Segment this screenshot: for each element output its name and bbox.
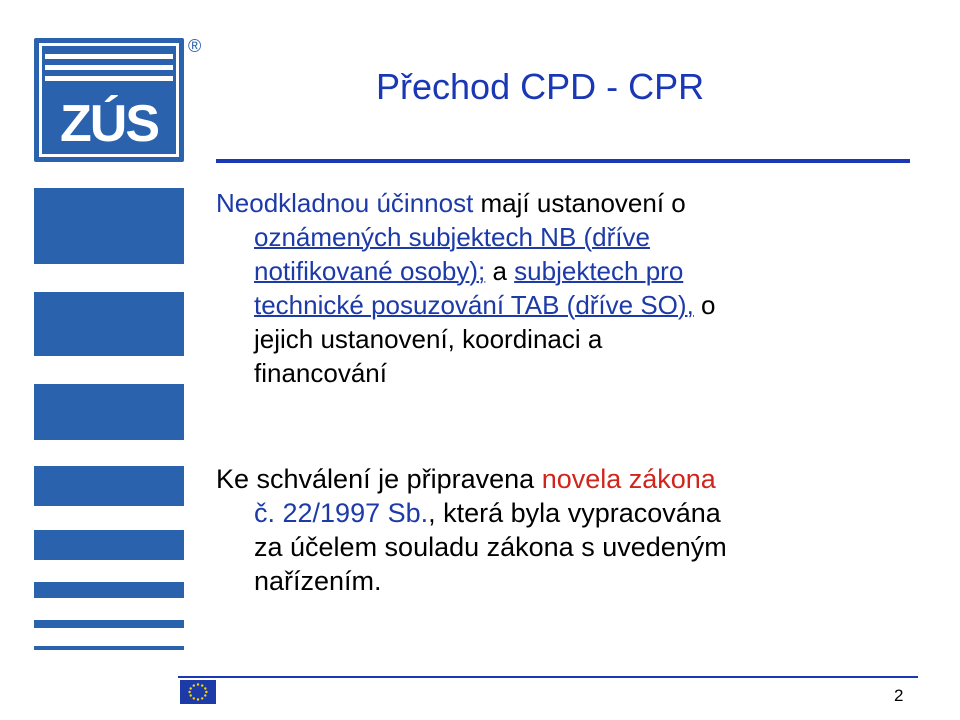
registered-mark: ® — [188, 36, 202, 56]
highlight-text: novela zákona — [541, 464, 716, 494]
para2-line4: nařízením. — [254, 566, 382, 596]
para2-line2 — [216, 496, 727, 530]
para1-line4 — [216, 288, 715, 322]
text: mají ustanovení o — [473, 188, 686, 218]
para1-line1 — [216, 186, 715, 220]
para1-line2: oznámených subjektech NB (dříve — [254, 222, 650, 252]
para2-line1 — [216, 462, 727, 496]
text: o — [693, 290, 716, 320]
text: a — [485, 256, 515, 286]
highlight-text: subjektech pro — [514, 256, 684, 286]
zus-logo — [34, 38, 184, 162]
paragraph-amendment — [216, 462, 727, 598]
logo-text: ZÚS — [60, 95, 158, 153]
para1-line5: jejich ustanovení, koordinaci a — [254, 324, 603, 354]
page-number: 2 — [894, 686, 904, 705]
para2-line3: za účelem souladu zákona s uvedeným — [254, 532, 727, 562]
highlight-text: Neodkladnou účinnost — [216, 188, 474, 218]
paragraph-effectiveness — [216, 186, 715, 390]
para1-line3 — [216, 254, 715, 288]
footer-divider — [178, 676, 918, 678]
eu-flag-icon — [180, 680, 216, 704]
para1-line6: financování — [254, 358, 387, 388]
highlight-text: notifikované osoby); — [254, 256, 486, 286]
highlight-text: č. 22/1997 Sb. — [254, 498, 429, 528]
highlight-text: technické posuzování TAB (dříve SO), — [254, 290, 694, 320]
text: , která byla vypracována — [428, 498, 721, 528]
title-divider — [216, 159, 910, 163]
slide-title: Přechod CPD - CPR — [376, 66, 705, 107]
text: Ke schválení je připravena — [216, 464, 542, 494]
